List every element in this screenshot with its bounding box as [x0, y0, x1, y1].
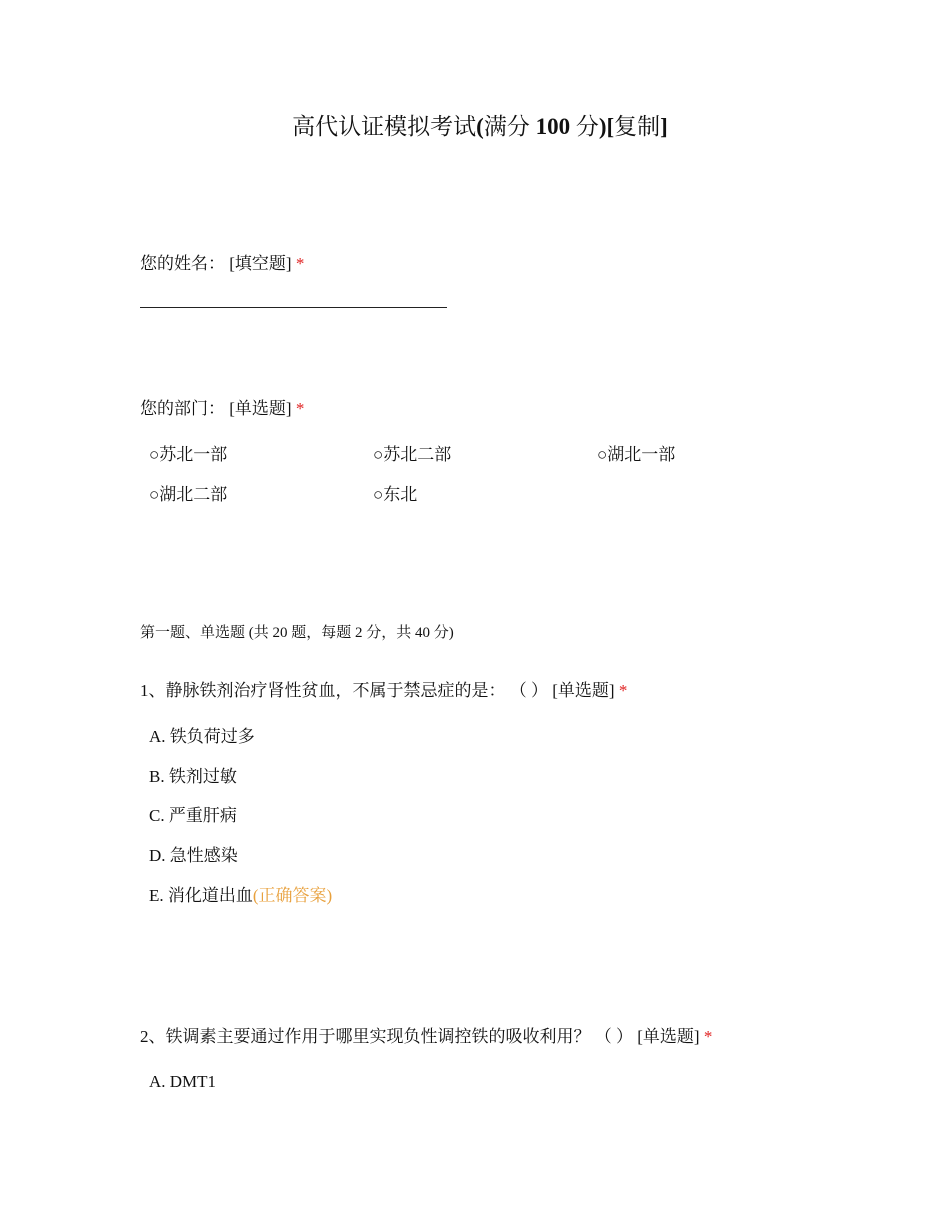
q1-option-b[interactable]: B. 铁剂过敏 [149, 767, 237, 786]
correct-answer-label: (正确答案) [252, 886, 333, 905]
required-mark: * [295, 399, 305, 418]
q1-option-c[interactable]: C. 严重肝病 [149, 806, 237, 825]
page-title: 高代认证模拟考试(满分 100 分)[复制] [292, 114, 668, 139]
question-1-label: 1、静脉铁剂治疗肾性贫血，不属于禁忌症的是： （ ） [单选题] * [140, 681, 628, 700]
q1-option-a[interactable]: A. 铁负荷过多 [149, 727, 255, 746]
q2-option-a[interactable]: A. DMT1 [149, 1072, 217, 1091]
name-question-label: 您的姓名： [填空题] * [140, 254, 305, 273]
question-type: [单选题] [637, 1027, 700, 1046]
section-header: 第一题、单选题 (共 20 题，每题 2 分，共 40 分) [140, 625, 454, 641]
question-type: [单选题] [552, 681, 615, 700]
copy-link[interactable]: 复制 [614, 114, 661, 139]
dept-option[interactable]: ○湖北二部 [149, 485, 228, 504]
dept-option[interactable]: ○苏北一部 [149, 445, 228, 464]
dept-option[interactable]: ○苏北二部 [373, 445, 452, 464]
q1-option-e[interactable]: E. 消化道出血(正确答案) [149, 886, 333, 905]
dept-question-label: 您的部门： [单选题] * [140, 399, 305, 418]
dept-option[interactable]: ○东北 [373, 485, 418, 504]
q1-option-d[interactable]: D. 急性感染 [149, 846, 238, 865]
required-mark: * [703, 1027, 713, 1046]
name-input[interactable] [140, 307, 447, 308]
question-2-label: 2、铁调素主要通过作用于哪里实现负性调控铁的吸收利用？ （ ） [单选题] * [140, 1027, 713, 1046]
required-mark: * [618, 681, 628, 700]
dept-option[interactable]: ○湖北一部 [597, 445, 676, 464]
question-type: [单选题] [229, 399, 292, 418]
question-type: [填空题] [229, 254, 292, 273]
required-mark: * [295, 254, 305, 273]
